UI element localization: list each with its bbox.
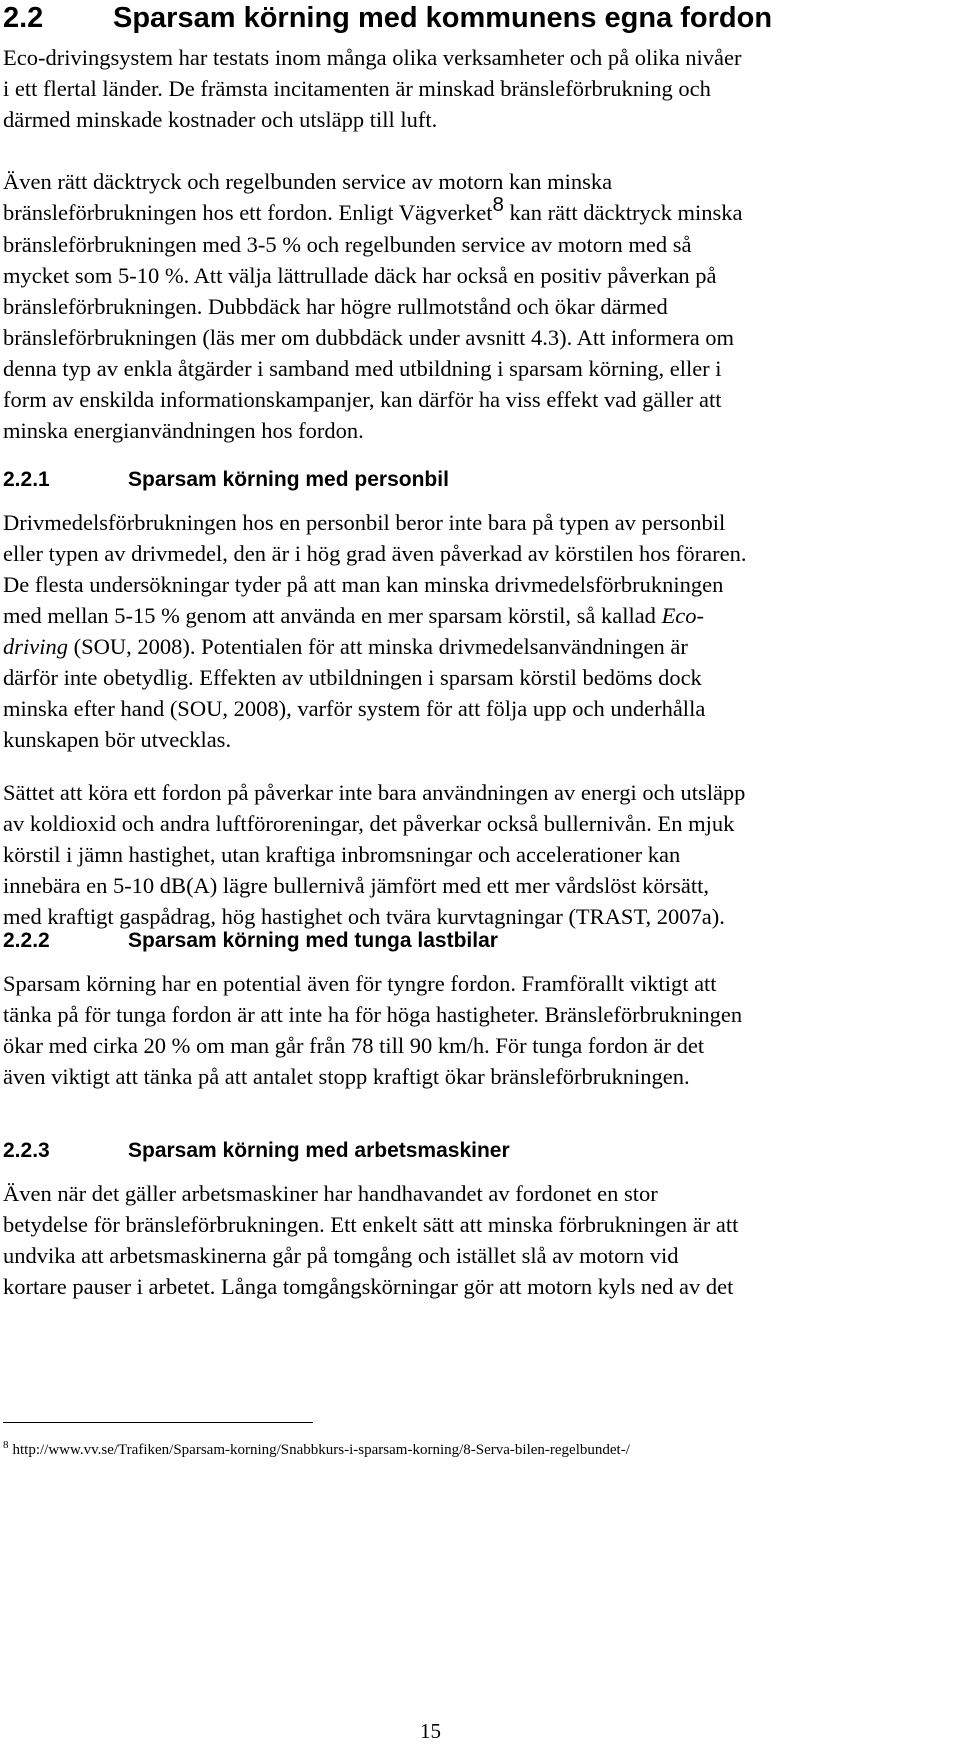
- paragraph-line: av koldioxid och andra luftföroreningar, det påverkar också bullernivån. En mjuk: [3, 811, 735, 836]
- paragraph-line: körstil i jämn hastighet, utan kraftiga inbromsningar och accelerationer kan: [3, 842, 681, 867]
- paragraph-line: De flesta undersökningar tyder på att man kan minska drivmedelsförbrukningen: [3, 572, 724, 597]
- paragraph-line: i ett flertal länder. De främsta incitamenten är minskad bränsleförbrukning och: [3, 76, 711, 101]
- paragraph-line: minska energianvändningen hos fordon.: [3, 418, 364, 443]
- paragraph-line: [3, 193, 960, 229]
- subsection-number: 2.2.2: [3, 929, 50, 952]
- intro-paragraph: [3, 42, 960, 135]
- paragraph-line: Eco-drivingsystem har testats inom många olika verksamheter och på olika nivåer: [3, 45, 742, 70]
- machinery-paragraph: [3, 1178, 960, 1302]
- subsection-title: Sparsam körning med tunga lastbilar: [128, 929, 498, 952]
- paragraph-line: Även när det gäller arbetsmaskiner har handhavandet av fordonet en stor: [3, 1181, 658, 1206]
- subsection-number: 2.2.3: [3, 1139, 50, 1162]
- page-number: 15: [420, 1719, 441, 1743]
- paragraph-line: Även rätt däcktryck och regelbunden service av motorn kan minska: [3, 169, 613, 194]
- italic-term: Eco-: [661, 603, 705, 628]
- footnote-mark: 8: [3, 1439, 9, 1451]
- paragraph-line: kortare pauser i arbetet. Långa tomgångskörningar gör att motorn kyls ned av det: [3, 1274, 734, 1299]
- trucks-paragraph: [3, 968, 960, 1092]
- subsection-heading: [3, 466, 449, 494]
- section-title: Sparsam körning med kommunens egna fordon: [113, 2, 773, 34]
- paragraph-line: därför inte obetydlig. Effekten av utbildningen i sparsam körstil bedöms dock: [3, 665, 702, 690]
- paragraph-line: minska efter hand (SOU, 2008), varför system för att följa upp och underhålla: [3, 696, 706, 721]
- subsection-number: 2.2.1: [3, 468, 50, 491]
- subsection-title: Sparsam körning med arbetsmaskiner: [128, 1139, 510, 1162]
- paragraph-line: [3, 600, 960, 631]
- personbil-paragraph: [3, 507, 960, 755]
- noise-paragraph: [3, 777, 960, 932]
- paragraph-line: betydelse för bränsleförbrukningen. Ett enkelt sätt att minska förbrukningen är att: [3, 1212, 739, 1237]
- text-run: med mellan 5-15 % genom att använda en mer sparsam körstil, så kallad: [3, 603, 662, 628]
- subsection-heading: [3, 1137, 510, 1165]
- tire-pressure-paragraph: [3, 166, 960, 446]
- text-run: kan rätt däcktryck minska: [503, 200, 743, 225]
- paragraph-line: ökar med cirka 20 % om man går från 78 till 90 km/h. För tunga fordon är det: [3, 1033, 705, 1058]
- paragraph-line: [3, 631, 960, 662]
- paragraph-line: bränsleförbrukningen (läs mer om dubbdäck under avsnitt 4.3). Att informera om: [3, 325, 735, 350]
- section-number: 2.2: [3, 2, 44, 34]
- footnote-reference: 8: [492, 193, 504, 216]
- section-heading: [3, 0, 772, 36]
- italic-term: driving: [3, 634, 68, 659]
- paragraph-line: därmed minskade kostnader och utsläpp till luft.: [3, 107, 438, 132]
- footnote-url: http://www.vv.se/Trafiken/Sparsam-korning/Snabbkurs-i-sparsam-korning/8-Serva-bilen-regelbundet-/: [12, 1442, 630, 1458]
- subsection-heading: [3, 927, 498, 955]
- paragraph-line: innebära en 5-10 dB(A) lägre bullernivå jämfört med ett mer vårdslöst körsätt,: [3, 873, 710, 898]
- subsection-title: Sparsam körning med personbil: [128, 468, 449, 491]
- paragraph-line: Sparsam körning har en potential även för tyngre fordon. Framförallt viktigt att: [3, 971, 717, 996]
- text-run: bränsleförbrukningen hos ett fordon. Enligt Vägverket: [3, 200, 493, 225]
- footnote-divider: [3, 1422, 313, 1423]
- paragraph-line: form av enskilda informationskampanjer, kan därför ha viss effekt vad gäller att: [3, 387, 722, 412]
- paragraph-line: tänka på för tunga fordon är att inte ha för höga hastigheter. Bränsleförbrukningen: [3, 1002, 743, 1027]
- paragraph-line: denna typ av enkla åtgärder i samband med utbildning i sparsam körning, eller i: [3, 356, 722, 381]
- paragraph-line: Sättet att köra ett fordon på påverkar inte bara användningen av energi och utsläpp: [3, 780, 746, 805]
- paragraph-line: bränsleförbrukningen. Dubbdäck har högre rullmotstånd och ökar därmed: [3, 294, 668, 319]
- paragraph-line: även viktigt att tänka på att antalet stopp kraftigt ökar bränsleförbrukningen.: [3, 1064, 690, 1089]
- paragraph-line: undvika att arbetsmaskinerna går på tomgång och istället slå av motorn vid: [3, 1243, 679, 1268]
- text-run: (SOU, 2008). Potentialen för att minska drivmedelsanvändningen är: [68, 634, 688, 659]
- paragraph-line: Drivmedelsförbrukningen hos en personbil beror inte bara på typen av personbil: [3, 510, 726, 535]
- paragraph-line: mycket som 5-10 %. Att välja lättrullade däck har också en positiv påverkan på: [3, 263, 717, 288]
- footnote: [3, 1440, 630, 1461]
- paragraph-line: med kraftigt gaspådrag, hög hastighet och tvära kurvtagningar (TRAST, 2007a).: [3, 904, 725, 929]
- paragraph-line: eller typen av drivmedel, den är i hög grad även påverkad av körstilen hos föraren.: [3, 541, 747, 566]
- paragraph-line: bränsleförbrukningen med 3-5 % och regelbunden service av motorn med så: [3, 232, 692, 257]
- paragraph-line: kunskapen bör utvecklas.: [3, 727, 232, 752]
